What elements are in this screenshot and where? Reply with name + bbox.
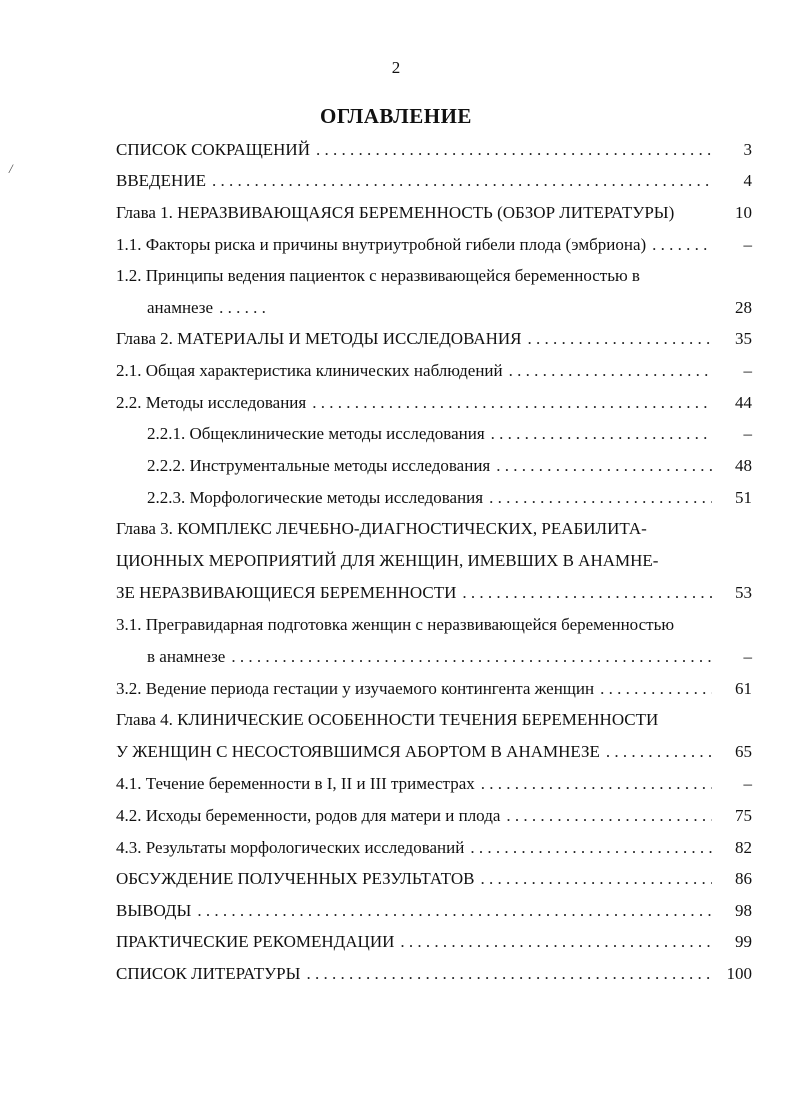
toc-entry-page: 86 — [735, 869, 752, 888]
toc-leader-dots — [316, 138, 712, 162]
toc-entry[interactable] — [116, 962, 752, 986]
toc-entry-page: – — [743, 361, 752, 380]
toc-entry-label: 2.2.3. Морфологические методы исследования — [147, 488, 484, 507]
toc-entry-label: Глава 4. КЛИНИЧЕСКИЕ ОСОБЕННОСТИ ТЕЧЕНИЯ БЕРЕМЕННОСТИ — [116, 710, 659, 729]
toc-entry-label: СПИСОК ЛИТЕРАТУРЫ — [116, 964, 301, 983]
toc-leader-dots — [509, 359, 712, 383]
toc-leader-dots — [212, 169, 712, 193]
toc-entry[interactable] — [116, 867, 752, 891]
toc-entry-label: 3.2. Ведение периода гестации у изучаемого контингента женщин — [116, 679, 595, 698]
toc-entry[interactable] — [116, 391, 752, 415]
toc-entry[interactable] — [147, 645, 752, 669]
toc-entry-page: 65 — [735, 742, 752, 761]
toc-leader-dots — [600, 677, 712, 701]
toc-entry[interactable] — [116, 549, 752, 573]
toc-entry[interactable] — [147, 296, 752, 320]
toc-entry-label: ВВЕДЕНИЕ — [116, 171, 206, 190]
toc-entry-page: 98 — [735, 901, 752, 920]
toc-entry[interactable] — [116, 930, 752, 954]
toc-entry-page: 100 — [726, 964, 752, 983]
toc-entry-page: – — [743, 774, 752, 793]
toc-leader-dots — [470, 836, 712, 860]
toc-entry-page: 35 — [735, 329, 752, 348]
toc-entry-page: – — [743, 647, 752, 666]
toc-entry-label: в анамнезе — [147, 647, 226, 666]
toc-leader-dots — [491, 422, 712, 446]
toc-entry[interactable] — [116, 613, 752, 637]
toc-leader-dots — [528, 327, 712, 351]
toc-entry[interactable] — [116, 359, 752, 383]
toc-leader-dots — [306, 962, 712, 986]
toc-entry-label: 1.2. Принципы ведения пациенток с неразвивающейся беременностью в — [116, 266, 640, 285]
toc-entry-page: – — [743, 424, 752, 443]
toc-leader-dots — [481, 772, 712, 796]
toc-entry-page: 48 — [735, 456, 752, 475]
toc-entry[interactable] — [116, 677, 752, 701]
toc-entry-page: – — [743, 235, 752, 254]
toc-entry[interactable] — [147, 454, 752, 478]
toc-entry[interactable] — [147, 486, 752, 510]
toc-entry-label: ПРАКТИЧЕСКИЕ РЕКОМЕНДАЦИИ — [116, 932, 395, 951]
toc-entry-page: 53 — [735, 583, 752, 602]
toc-leader-dots — [496, 454, 712, 478]
toc-leader-dots — [219, 296, 267, 320]
toc-entry[interactable] — [116, 264, 752, 288]
toc-leader-dots — [506, 804, 712, 828]
toc-leader-dots — [489, 486, 712, 510]
toc-entry-label: ЗЕ НЕРАЗВИВАЮЩИЕСЯ БЕРЕМЕННОСТИ — [116, 583, 457, 602]
toc-leader-dots — [606, 740, 712, 764]
toc-entry[interactable] — [116, 327, 752, 351]
toc-entry-label: Глава 1. НЕРАЗВИВАЮЩАЯСЯ БЕРЕМЕННОСТЬ (ОБЗОР ЛИТЕРАТУРЫ) — [116, 203, 675, 222]
toc-entry[interactable] — [116, 740, 752, 764]
toc-entry-label: 1.1. Факторы риска и причины внутриутробной гибели плода (эмбриона) — [116, 235, 647, 254]
page-number: 2 — [391, 58, 401, 77]
toc-leader-dots — [231, 645, 712, 669]
toc-entry-page: 4 — [743, 171, 752, 190]
toc-entry-label: 2.2.1. Общеклинические методы исследования — [147, 424, 485, 443]
toc-entry-label: ОБСУЖДЕНИЕ ПОЛУЧЕННЫХ РЕЗУЛЬТАТОВ — [116, 869, 475, 888]
toc-entry[interactable] — [116, 201, 752, 225]
toc-entry[interactable] — [116, 138, 752, 162]
toc-leader-dots — [400, 930, 712, 954]
toc-entry[interactable] — [147, 422, 752, 446]
toc-entry-label: 3.1. Прегравидарная подготовка женщин с неразвивающейся беременностью — [116, 615, 675, 634]
toc-entry[interactable] — [116, 169, 752, 193]
toc-entry-label: 2.2. Методы исследования — [116, 393, 307, 412]
toc-entry[interactable] — [116, 517, 752, 541]
toc-leader-dots — [652, 233, 712, 257]
toc-leader-dots — [312, 391, 712, 415]
toc-entry-label: Глава 3. КОМПЛЕКС ЛЕЧЕБНО-ДИАГНОСТИЧЕСКИХ, РЕАБИЛИТА- — [116, 519, 647, 538]
toc-entry-page: 51 — [735, 488, 752, 507]
toc-entry-label: анамнезе — [147, 298, 214, 317]
toc-entry[interactable] — [116, 581, 752, 605]
toc-entry[interactable] — [116, 708, 752, 732]
toc-entry-label: 4.1. Течение беременности в I, II и III триместрах — [116, 774, 475, 793]
toc-entry-label: Глава 2. МАТЕРИАЛЫ И МЕТОДЫ ИССЛЕДОВАНИЯ — [116, 329, 522, 348]
toc-entry-label: ЦИОННЫХ МЕРОПРИЯТИЙ ДЛЯ ЖЕНЩИН, ИМЕВШИХ В АНАМНЕ- — [116, 551, 659, 570]
toc-entry[interactable] — [116, 804, 752, 828]
toc-entry-page: 44 — [735, 393, 752, 412]
toc-entry[interactable] — [116, 233, 752, 257]
toc-entry-label: ВЫВОДЫ — [116, 901, 192, 920]
toc-entry-label: 4.2. Исходы беременности, родов для матери и плода — [116, 806, 501, 825]
stray-mark: / — [9, 161, 13, 176]
toc-entry-page: 3 — [743, 140, 752, 159]
toc-entry-label: 4.3. Результаты морфологических исследований — [116, 838, 465, 857]
page-title: ОГЛАВЛЕНИЕ — [320, 104, 472, 128]
toc-entry-label: 2.1. Общая характеристика клинических наблюдений — [116, 361, 503, 380]
toc-entry[interactable] — [116, 836, 752, 860]
toc-leader-dots — [197, 899, 712, 923]
toc-entry-label: 2.2.2. Инструментальные методы исследования — [147, 456, 491, 475]
toc-entry-label: У ЖЕНЩИН С НЕСОСТОЯВШИМСЯ АБОРТОМ В АНАМНЕЗЕ — [116, 742, 600, 761]
toc-entry-page: 75 — [735, 806, 752, 825]
toc-entry[interactable] — [116, 899, 752, 923]
toc-leader-dots — [462, 581, 712, 605]
toc-entry-page: 10 — [735, 203, 752, 222]
toc-entry-label: СПИСОК СОКРАЩЕНИЙ — [116, 140, 310, 159]
toc-entry-page: 28 — [735, 298, 752, 317]
toc-entry-page: 61 — [735, 679, 752, 698]
toc-entry[interactable] — [116, 772, 752, 796]
toc-entry-page: 82 — [735, 838, 752, 857]
toc-leader-dots — [480, 867, 712, 891]
toc-entry-page: 99 — [735, 932, 752, 951]
